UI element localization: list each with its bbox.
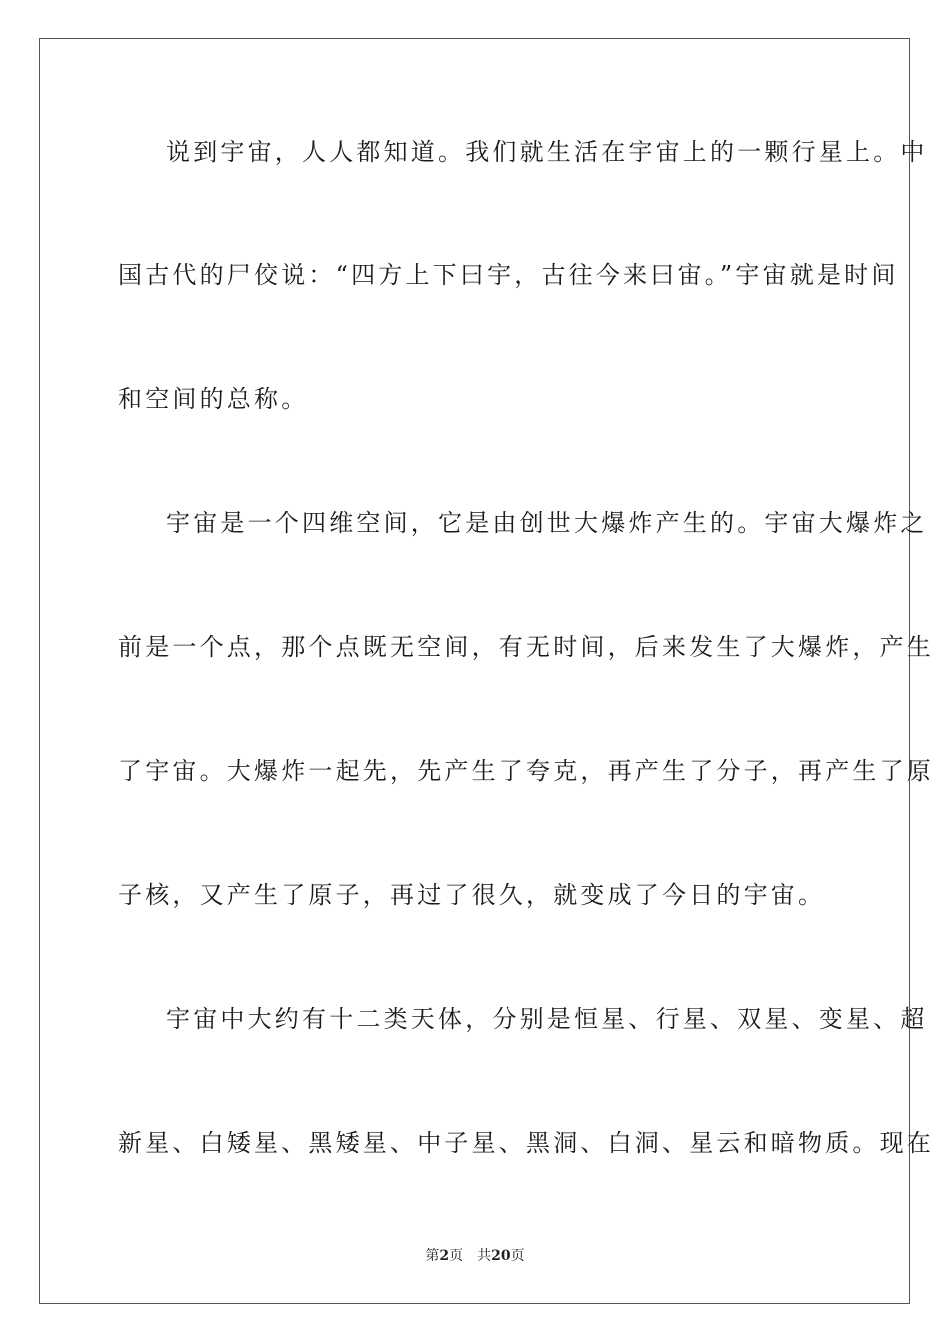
page-footer (0, 1247, 950, 1265)
paragraph-1-line-1: 说到宇宙，人人都知道。我们就生活在宇宙上的一颗行星上。中 (166, 138, 928, 166)
paragraph-1-line-2: 国古代的尸佼说：“四方上下曰宇，古往今来曰宙。”宇宙就是时间 (118, 261, 899, 289)
paragraph-2-line-2: 前是一个点，那个点既无空间，有无时间，后来发生了大爆炸，产生 (118, 633, 934, 661)
page-border (39, 38, 934, 1304)
paragraph-3-line-1: 宇宙中大约有十二类天体，分别是恒星、行星、双星、变星、超 (166, 1005, 928, 1033)
total-suffix: 页 (510, 1248, 525, 1264)
total-pages: 20 (491, 1248, 511, 1264)
page-number: 2 (439, 1248, 450, 1264)
paragraph-2-line-4: 子核，又产生了原子，再过了很久，就变成了今日的宇宙。 (118, 881, 826, 909)
total-prefix: 共 (477, 1248, 492, 1264)
page-prefix: 第 (425, 1248, 440, 1264)
paragraph-1-line-3: 和空间的总称。 (118, 385, 309, 413)
paragraph-2-line-3: 了宇宙。大爆炸一起先，先产生了夸克，再产生了分子，再产生了原 (118, 757, 934, 785)
paragraph-2-line-1: 宇宙是一个四维空间，它是由创世大爆炸产生的。宇宙大爆炸之 (166, 509, 928, 537)
paragraph-3-line-2: 新星、白矮星、黑矮星、中子星、黑洞、白洞、星云和暗物质。现在 (118, 1129, 934, 1157)
page-suffix: 页 (449, 1248, 464, 1264)
